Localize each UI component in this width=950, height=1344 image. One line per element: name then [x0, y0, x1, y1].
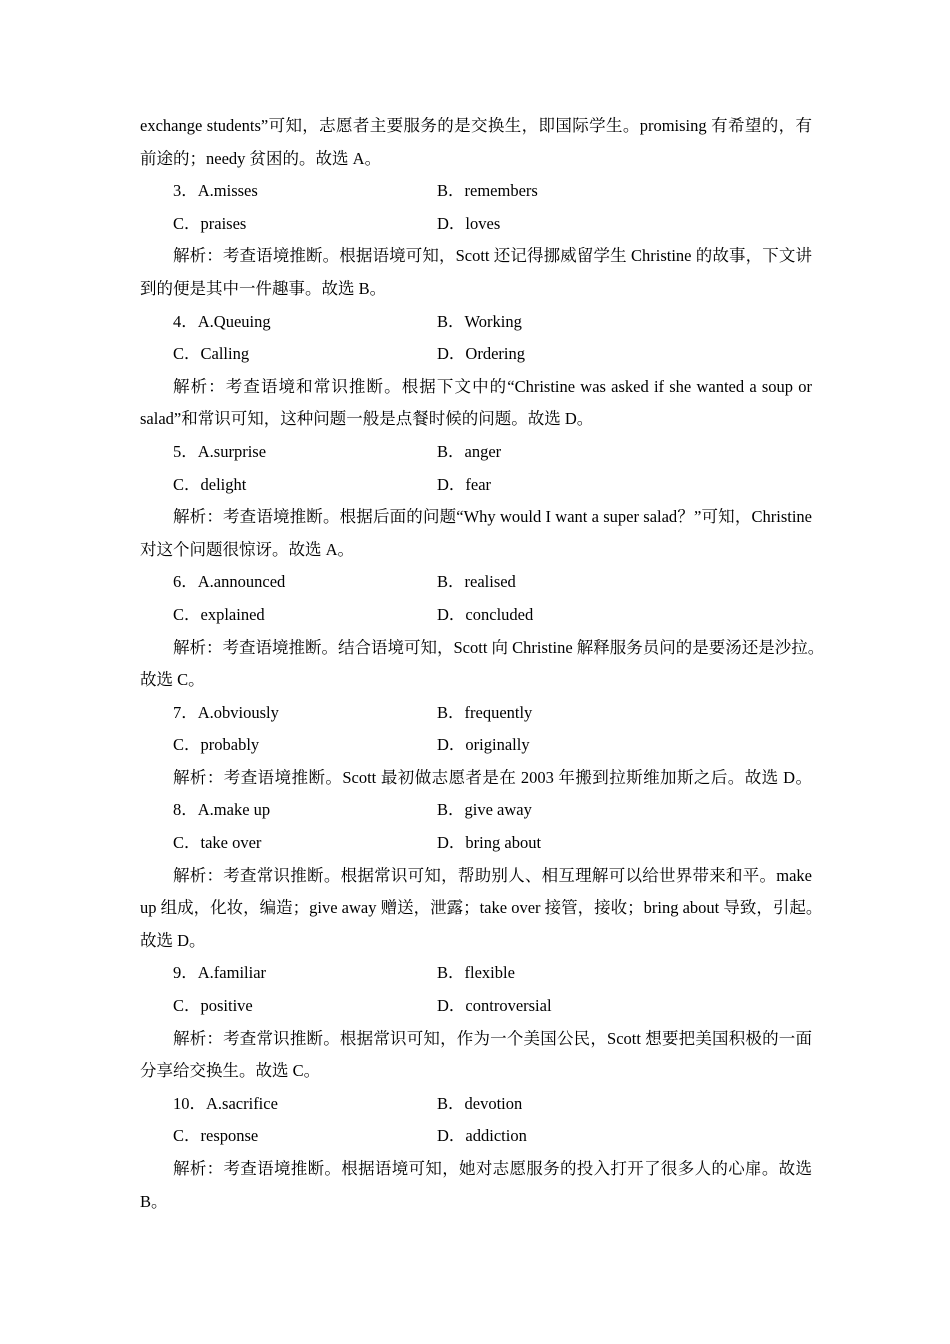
question-list: [140, 175, 825, 1218]
option-row: [140, 599, 812, 632]
option-b: B．flexible: [437, 963, 515, 983]
option-c: C．probably: [173, 735, 260, 755]
option-row: [140, 1120, 812, 1153]
question-block: [140, 1088, 812, 1218]
analysis-line: 故选 D。: [140, 930, 206, 950]
option-c: C．Calling: [173, 344, 250, 364]
analysis-line: 解析：考查语境推断。Scott 最初做志愿者是在 2003 年搬到拉斯维加斯之后。故选 D。: [173, 767, 812, 787]
intro-line-1: exchange students”可知，志愿者主要服务的是交换生，即国际学生。promising 有希望的，有: [140, 116, 812, 135]
option-c: C．response: [173, 1126, 259, 1146]
option-b: B．frequently: [437, 702, 533, 722]
option-row: [140, 957, 812, 990]
document-page: [140, 110, 825, 1218]
option-d: D．originally: [437, 735, 530, 755]
option-c: C．positive: [173, 996, 253, 1016]
option-row: [140, 306, 812, 339]
option-b: B．remembers: [437, 181, 538, 201]
option-d: D．loves: [437, 213, 501, 233]
analysis-line: 解析：考查语境推断。根据语境可知，Scott 还记得挪威留学生 Christine 的故事，下文讲: [173, 246, 812, 266]
option-row: [140, 469, 812, 502]
option-a: 8．A.make up: [173, 800, 271, 820]
option-row: [140, 697, 812, 730]
option-c: C．take over: [173, 833, 262, 853]
option-a: 10．A.sacrifice: [173, 1093, 278, 1113]
option-row: [140, 338, 812, 371]
question-block: [140, 566, 825, 696]
option-row: [140, 208, 812, 241]
option-a: 6．A.announced: [173, 572, 286, 592]
option-row: [140, 566, 812, 599]
option-b: B．anger: [437, 441, 502, 461]
option-row: [140, 827, 812, 860]
intro-line-2: 前途的；needy 贫困的。故选 A。: [140, 148, 382, 168]
analysis-line: 对这个问题很惊讶。故选 A。: [140, 539, 355, 559]
option-d: D．Ordering: [437, 344, 525, 364]
option-b: B．realised: [437, 572, 516, 592]
analysis-line: 分享给交换生。故选 C。: [140, 1061, 321, 1081]
option-b: B．devotion: [437, 1093, 523, 1113]
option-d: D．concluded: [437, 604, 534, 624]
option-row: [140, 436, 812, 469]
option-a: 3．A.misses: [173, 181, 258, 201]
option-d: D．controversial: [437, 996, 552, 1016]
question-block: [140, 794, 823, 957]
option-a: 5．A.surprise: [173, 441, 267, 461]
analysis-line: 解析：考查语境推断。根据语境可知，她对志愿服务的投入打开了很多人的心扉。故选: [173, 1159, 812, 1178]
analysis-line: up 组成，化妆，编造；give away 赠送，泄露；take over 接管，接收；bring about 导致，引起。: [140, 898, 823, 918]
option-row: [140, 1088, 812, 1121]
analysis-line: B。: [140, 1191, 168, 1211]
analysis-line: salad”和常识可知，这种问题一般是点餐时候的问题。故选 D。: [140, 409, 594, 429]
option-row: [140, 729, 812, 762]
option-row: [140, 990, 812, 1023]
analysis-line: 故选 C。: [140, 670, 205, 690]
option-c: C．delight: [173, 474, 247, 494]
option-row: [140, 175, 812, 208]
option-d: D．addiction: [437, 1126, 527, 1146]
question-block: [140, 957, 812, 1087]
analysis-line: 解析：考查语境推断。结合语境可知，Scott 向 Christine 解释服务员问的是要汤还是沙拉。: [173, 637, 825, 657]
option-a: 9．A.familiar: [173, 963, 267, 983]
analysis-line: 解析：考查常识推断。根据常识可知，帮助别人、相互理解可以给世界带来和平。make: [173, 865, 812, 885]
analysis-line: 到的便是其中一件趣事。故选 B。: [140, 278, 387, 298]
analysis-line: 解析：考查语境推断。根据后面的问题“Why would I want a super salad？”可知，Christine: [173, 507, 812, 527]
option-d: D．bring about: [437, 833, 542, 853]
option-b: B．give away: [437, 800, 532, 820]
question-block: [140, 306, 812, 436]
option-c: C．explained: [173, 604, 265, 624]
option-row: [140, 794, 812, 827]
option-d: D．fear: [437, 474, 492, 494]
option-a: 7．A.obviously: [173, 702, 279, 722]
question-block: [140, 697, 812, 795]
analysis-line: 解析：考查常识推断。根据常识可知，作为一个美国公民，Scott 想要把美国积极的一面: [173, 1028, 812, 1048]
question-block: [140, 436, 812, 566]
option-a: 4．A.Queuing: [173, 311, 271, 331]
option-c: C．praises: [173, 213, 247, 233]
question-block: [140, 175, 812, 305]
option-b: B．Working: [437, 311, 522, 331]
analysis-line: 解析：考查语境和常识推断。根据下文中的“Christine was asked if she wanted a soup or: [173, 376, 812, 396]
